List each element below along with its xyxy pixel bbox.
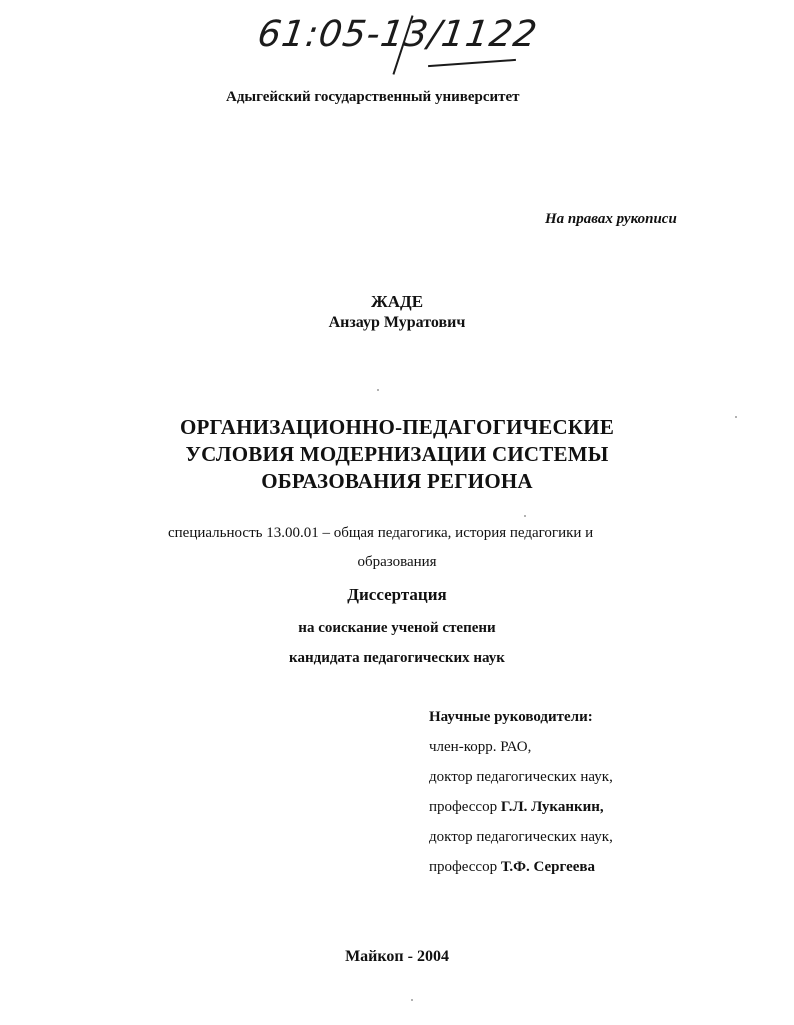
supervisors-heading: Научные руководители: xyxy=(429,709,593,725)
document-type: Диссертация xyxy=(347,585,447,604)
degree-line-2: кандидата педагогических наук xyxy=(289,650,505,666)
manuscript-note: На правах рукописи xyxy=(545,211,677,227)
dissertation-title-line-2: УСЛОВИЯ МОДЕРНИЗАЦИИ СИСТЕМЫ xyxy=(185,442,609,466)
supervisor-line-5 xyxy=(429,859,595,876)
scan-speck xyxy=(411,999,413,1001)
dissertation-title-line-3: ОБРАЗОВАНИЯ РЕГИОНА xyxy=(261,469,533,493)
degree-line-1: на соискание ученой степени xyxy=(298,620,496,636)
place-and-year: Майкоп - 2004 xyxy=(345,948,449,965)
handwritten-underline-stroke xyxy=(428,59,516,67)
specialty-line-1: специальность 13.00.01 – общая педагогика, история педагогики и xyxy=(168,525,594,541)
university-name: Адыгейский государственный университет xyxy=(226,89,520,105)
supervisor-line-4: доктор педагогических наук, xyxy=(429,829,613,845)
scan-speck xyxy=(377,389,379,391)
supervisor-line-2: доктор педагогических наук, xyxy=(429,769,613,785)
author-surname: ЖАДЕ xyxy=(370,292,424,311)
dissertation-title-line-1: ОРГАНИЗАЦИОННО-ПЕДАГОГИЧЕСКИЕ xyxy=(179,415,615,439)
supervisor-line-3 xyxy=(429,799,604,816)
scan-speck xyxy=(735,416,737,418)
supervisor-2-name: Т.Ф. Сергеева xyxy=(500,859,596,875)
author-given-names: Анзаур Муратович xyxy=(328,314,466,331)
scan-speck xyxy=(524,515,526,517)
supervisor-1-title: профессор xyxy=(429,799,498,815)
supervisor-line-1: член-корр. РАО, xyxy=(429,739,532,755)
supervisor-2-title: профессор xyxy=(429,859,498,875)
supervisor-1-name: Г.Л. Луканкин, xyxy=(500,799,604,815)
specialty-line-2: образования xyxy=(357,554,437,570)
handwritten-catalog-code: 61:05-13/1122 xyxy=(255,14,541,55)
